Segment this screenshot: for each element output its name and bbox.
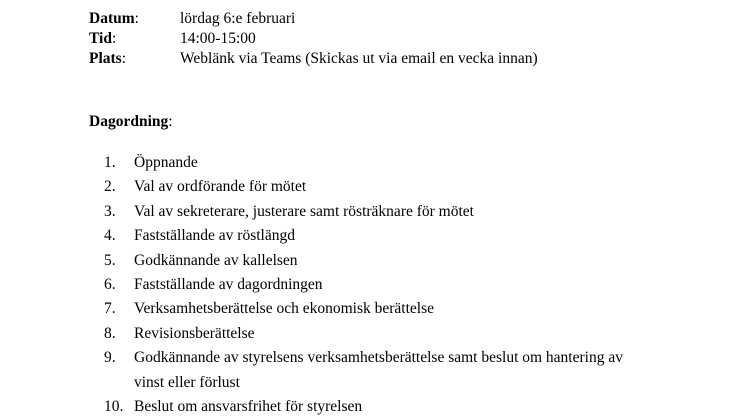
agenda-item	[104, 273, 634, 297]
agenda-item	[104, 297, 634, 321]
agenda-item-number: 7.	[104, 300, 116, 318]
meeting-details	[89, 9, 538, 69]
agenda-item-text: Godkännande av kallelsen	[134, 251, 298, 269]
agenda-item	[104, 322, 634, 346]
agenda-item	[104, 200, 634, 224]
date-value: lördag 6:e februari	[180, 10, 296, 27]
agenda-item	[104, 395, 634, 419]
agenda-item	[104, 346, 634, 395]
agenda-item	[104, 151, 634, 175]
agenda-item-text: Beslut om ansvarsfrihet för styrelsen	[134, 398, 363, 416]
place-value: Weblänk via Teams (Skickas ut via email en vecka innan)	[180, 50, 538, 67]
agenda-item-number: 2.	[104, 178, 116, 196]
agenda-item-text: Revisionsberättelse	[134, 324, 255, 342]
time-label: Tid:	[89, 30, 117, 47]
agenda-item-text: Fastställande av dagordningen	[134, 276, 323, 294]
time-value: 14:00-15:00	[180, 30, 256, 47]
place-row	[89, 49, 538, 69]
agenda-item-number: 3.	[104, 202, 116, 220]
agenda-item-text: Val av ordförande för mötet	[134, 178, 307, 196]
agenda-list	[104, 151, 634, 419]
agenda-item-number: 5.	[104, 251, 116, 269]
agenda-item-text: Öppnande	[134, 154, 198, 171]
agenda-item	[104, 175, 634, 199]
agenda-item-number: 10.	[104, 398, 124, 416]
agenda-item	[104, 249, 634, 273]
agenda-item-number: 4.	[104, 227, 116, 245]
agenda-item-number: 1.	[104, 154, 116, 171]
agenda-item-text: Val av sekreterare, justerare samt rösträknare för mötet	[134, 202, 474, 220]
agenda-heading: Dagordning:	[89, 113, 173, 130]
date-label: Datum:	[89, 10, 139, 27]
time-row	[89, 29, 538, 49]
agenda-item-text: Godkännande av styrelsens verksamhetsberättelse samt beslut om hantering av vinst eller förlust	[134, 349, 623, 391]
place-label: Plats:	[89, 50, 127, 67]
agenda-item-number: 9.	[104, 349, 116, 367]
agenda-item-number: 8.	[104, 324, 116, 342]
date-row	[89, 9, 538, 29]
agenda-item-text: Verksamhetsberättelse och ekonomisk berättelse	[134, 300, 434, 318]
agenda-item-text: Fastställande av röstlängd	[134, 227, 295, 245]
agenda-item-number: 6.	[104, 276, 116, 294]
agenda-item	[104, 224, 634, 248]
